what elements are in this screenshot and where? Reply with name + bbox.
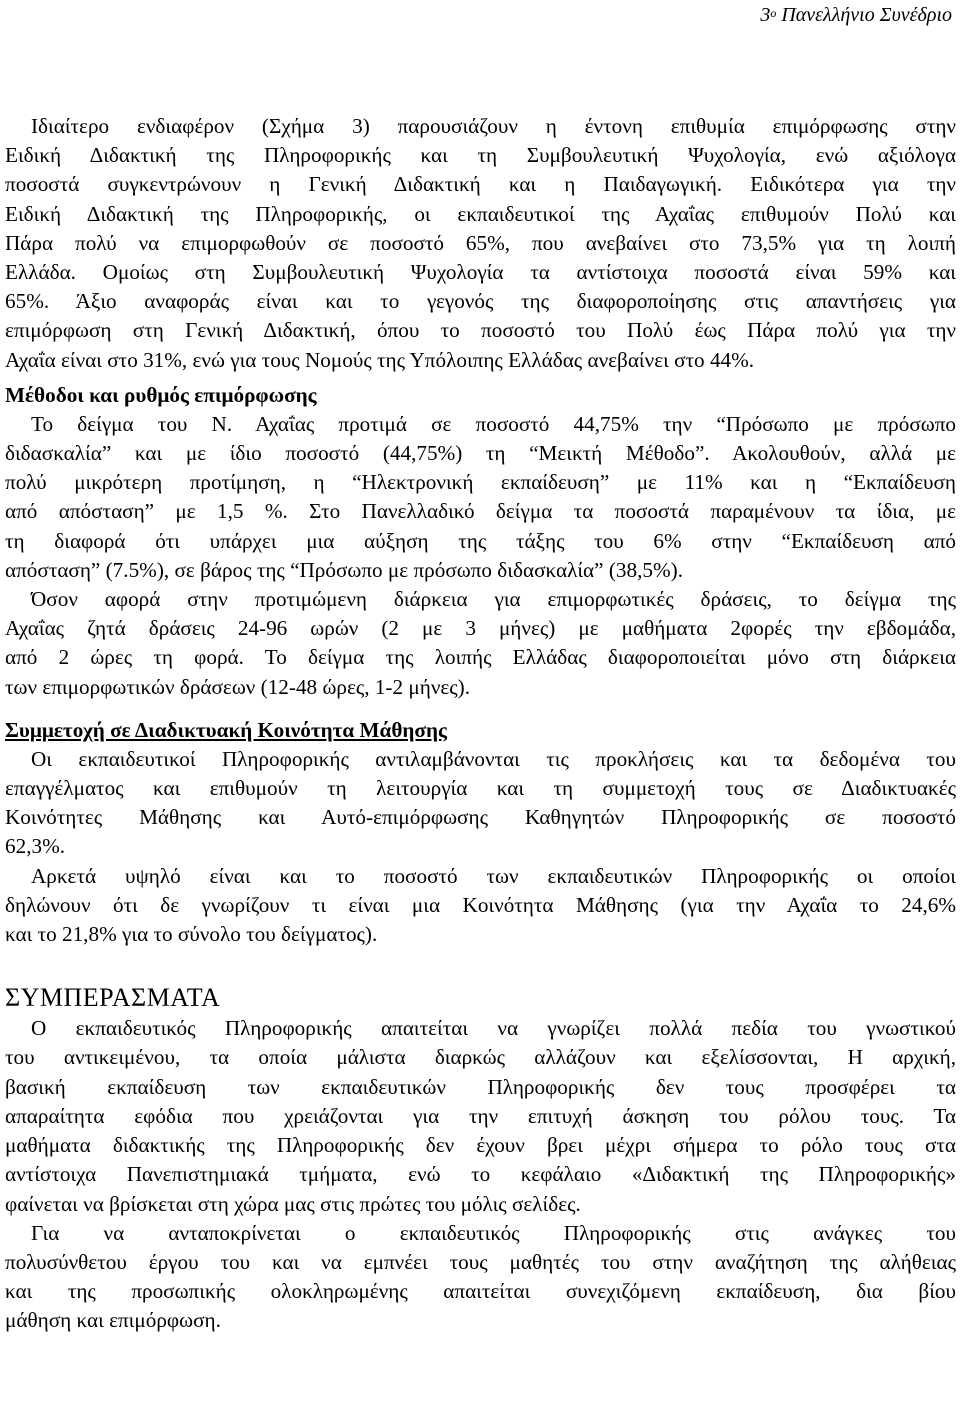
text-line: τη διαφορά ότι υπάρχει μια αύξηση της τάξης του 6% στην “Εκπαίδευση από [5,528,956,553]
paragraph-interest [5,112,956,375]
text-line: Ειδική Διδακτική της Πληροφορικής, οι εκπαιδευτικοί της Αχαΐας επιθυμούν Πολύ και [5,201,956,226]
text-line: απόσταση” (7.5%), σε βάρος της “Πρόσωπο με πρόσωπο διδασκαλία” (38,5%). [5,557,683,582]
text-line: επαγγέλματος και επιθυμούν τη λειτουργία και τη συμμετοχή τους σε Διαδικτυακές [5,776,956,801]
text-line: Όσον αφορά στην προτιμώμενη διάρκεια για επιμορφωτικές δράσεις, το δείγμα της [31,587,956,612]
text-line: δηλώνουν ότι δε γνωρίζουν τι είναι μια Κοινότητα Μάθησης (για την Αχαΐα το 24,6% [5,892,956,917]
conference-number: 3 [760,4,771,26]
paragraph-methods [5,410,956,585]
text-line: Αχαΐας ζητά δράσεις 24-96 ωρών (2 με 3 μήνες) με μαθήματα 2φορές την εβδομάδα, [5,616,956,641]
text-line: του αντικειμένου, τα οποία μάλιστα διαρκώς αλλάζουν και εξελίσσονται, Η αρχική, [5,1045,956,1070]
paragraph-conclusions [5,1014,956,1218]
text-line: Για να ανταποκρίνεται ο εκπαιδευτικός Πληροφορικής στις ανάγκες του [31,1220,956,1245]
text-line: φαίνεται να βρίσκεται στη χώρα μας στις πρώτες του μόλις σελίδες. [5,1191,581,1216]
conference-title: Πανελλήνιο Συνέδριο [781,4,952,26]
paragraph-awareness [5,862,956,950]
text-line: των επιμορφωτικών δράσεων (12-48 ώρες, 1-2 μήνες). [5,674,471,699]
text-line: από απόσταση” με 1,5 %. Στο Πανελλαδικό δείγμα τα ποσοστά παραμένουν τα ίδια, με [5,499,956,524]
text-line: Κοινότητες Μάθησης και Αυτό-επιμόρφωσης Καθηγητών Πληροφορικής σε ποσοστό [5,805,956,830]
text-line: Το δείγμα του Ν. Αχαΐας προτιμά σε ποσοστό 44,75% την “Πρόσωπο με πρόσωπο [31,411,956,436]
text-line: Ελλάδα. Ομοίως στη Συμβουλευτική Ψυχολογία τα αντίστοιχα ποσοστά είναι 59% και [5,260,956,285]
section-heading-conclusions: ΣΥΜΠΕΡΑΣΜΑΤΑ [5,983,221,1013]
text-line: Ιδιαίτερο ενδιαφέρον (Σχήμα 3) παρουσιάζουν η έντονη επιθυμία επιμόρφωσης στην [31,114,956,138]
paragraph-duration [5,585,956,702]
document-body [5,112,956,1336]
text-line: μάθηση και επιμόρφωση. [5,1308,221,1333]
text-line: πολύ μικρότερη προτίμηση, η “Ηλεκτρονική εκπαίδευση” με 11% και η “Εκπαίδευση [5,470,956,495]
text-line: επιμόρφωση στη Γενική Διδακτική, όπου το ποσοστό του Πολύ έως Πάρα πολύ για την [5,318,956,343]
text-line: και το 21,8% για το σύνολο του δείγματος). [5,922,378,947]
section-heading-community: Συμμετοχή σε Διαδικτυακή Κοινότητα Μάθησης [5,717,447,742]
paragraph-final [5,1219,956,1336]
text-line: Οι εκπαιδευτικοί Πληροφορικής αντιλαμβάνονται τις προκλήσεις και τα δεδομένα του [31,746,956,771]
text-line: Αρκετά υψηλό είναι και το ποσοστό των εκπαιδευτικών Πληροφορικής οι οποίοι [31,863,956,888]
text-line: μαθήματα διδακτικής της Πληροφορικής δεν έχουν βρει μέχρι σήμερα το ρόλο τους στα [5,1133,956,1158]
text-line: ποσοστά συγκεντρώνουν η Γενική Διδακτική και η Παιδαγωγική. Ειδικότερα για την [5,172,956,197]
conference-number-superscript: ο [770,6,777,20]
paragraph-community [5,745,956,862]
text-line: βασική εκπαίδευση των εκπαιδευτικών Πληροφορικής δεν τους προσφέρει τα [5,1074,956,1099]
text-line: πολυσύνθετου έργου του και να εμπνέει τους μαθητές του στην αναζήτηση της αλήθειας [5,1249,956,1274]
text-line: Ειδική Διδακτική της Πληροφορικής και τη Συμβουλευτική Ψυχολογία, ενώ αξιόλογα [5,143,956,168]
text-line: Ο εκπαιδευτικός Πληροφορικής απαιτείται να γνωρίζει πολλά πεδία του γνωστικού [31,1016,956,1041]
running-header [760,2,952,28]
text-line: 62,3%. [5,834,66,859]
text-line: αντίστοιχα Πανεπιστημιακά τμήματα, ενώ το κεφάλαιο «Διδακτική της Πληροφορικής» [5,1162,956,1187]
text-line: απαραίτητα εφόδια που χρειάζονται για την επιτυχή άσκηση του ρόλου τους. Τα [5,1103,956,1128]
text-line: Πάρα πολύ να επιμορφωθούν σε ποσοστό 65%, που ανεβαίνει στο 73,5% για τη λοιπή [5,230,956,255]
text-line: και της προσωπικής ολοκληρωμένης απαιτείται συνεχιζόμενη εκπαίδευση, δια βίου [5,1279,956,1304]
text-line: 65%. Άξιο αναφοράς είναι και το γεγονός της διαφοροποίησης στις απαντήσεις για [5,289,956,314]
section-heading-methods: Μέθοδοι και ρυθμός επιμόρφωσης [5,382,317,407]
text-line: διδασκαλία” και με ίδιο ποσοστό (44,75%) τη “Μεικτή Μέθοδο”. Ακολουθούν, αλλά με [5,441,956,466]
text-line: από 2 ώρες τη φορά. Το δείγμα της λοιπής Ελλάδας διαφοροποιείται μόνο στη διάρκεια [5,645,956,670]
text-line: Αχαΐα είναι στο 31%, ενώ για τους Νομούς της Υπόλοιπης Ελλάδας ανεβαίνει στο 44%. [5,347,755,372]
